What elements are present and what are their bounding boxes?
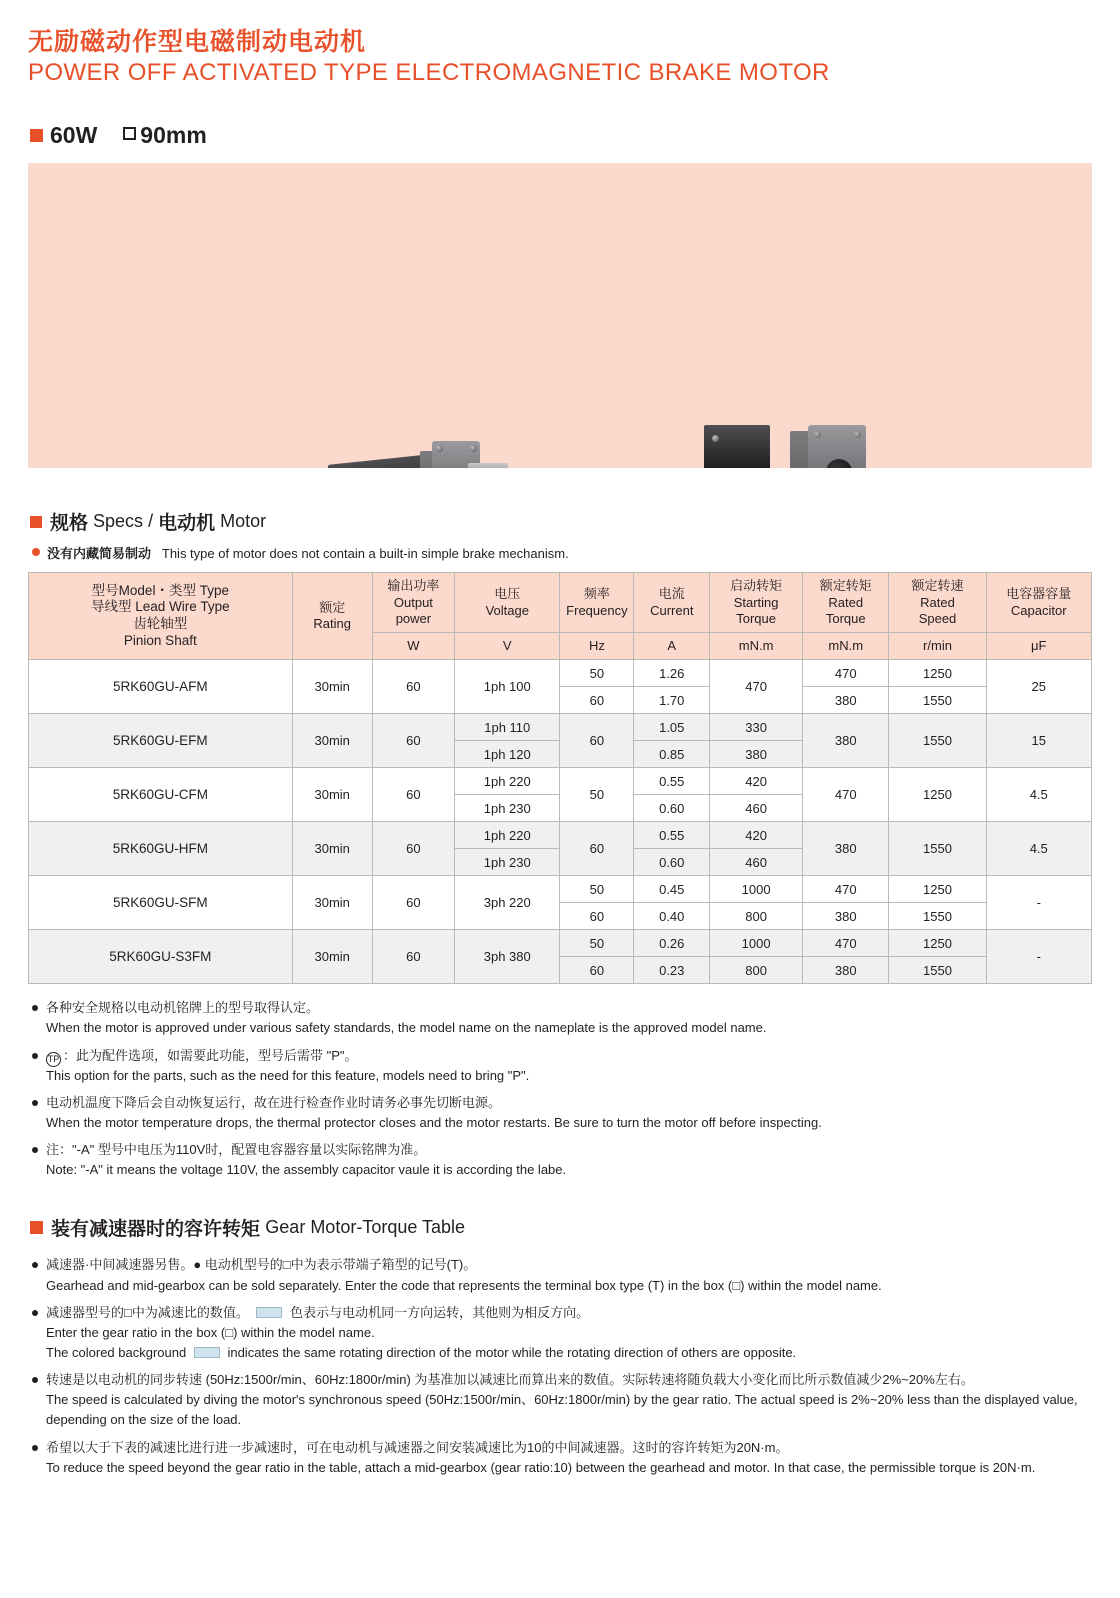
th-power: 输出功率 Output power (372, 573, 454, 633)
th-unit-power: W (372, 633, 454, 660)
cell-current: 1.70 (634, 687, 710, 714)
product-photo-band (28, 163, 1092, 468)
note-2-cn: TP ：此为配件选项，如需要此功能，型号后需带 "P"。 (46, 1046, 529, 1066)
cell-power: 60 (372, 768, 454, 822)
specs-section-header (30, 508, 1092, 535)
th-unit-current: A (634, 633, 710, 660)
th-unit-rated-speed: r/min (889, 633, 986, 660)
frame-size-label: 90mm (140, 122, 207, 149)
th-model: 型号Model・类型 Type 导线型 Lead Wire Type 齿轮轴型 Pinion Shaft (29, 573, 293, 660)
specs-head-en2: Motor (220, 511, 267, 532)
cell-model: 5RK60GU-CFM (29, 768, 293, 822)
cell-voltage: 1ph 230 (455, 795, 560, 822)
th-unit-starting-torque: mN.m (710, 633, 803, 660)
cell-current: 0.23 (634, 957, 710, 984)
cell-rated-torque: 470 (803, 876, 889, 903)
gear-torque-section-header (30, 1214, 1092, 1241)
note-item (28, 1093, 1092, 1133)
orange-square-icon (30, 129, 43, 142)
cell-voltage: 1ph 100 (455, 660, 560, 714)
cell-starting-torque: 800 (710, 903, 803, 930)
cell-frequency: 60 (560, 957, 634, 984)
cell-rated-torque: 380 (803, 957, 889, 984)
cell-starting-torque: 460 (710, 795, 803, 822)
cell-rated-speed: 1250 (889, 876, 986, 903)
bullet-dot-icon (32, 1377, 38, 1383)
specs-head-en: Specs (93, 511, 144, 532)
notes-list (28, 998, 1092, 1180)
gear-note-2-en-mid-pre: The colored background (46, 1345, 187, 1361)
gear-note-2-en-mid-post: indicates the same rotating direction of the motor while the rotating direction of others are opposite. (227, 1345, 797, 1361)
table-row (29, 768, 1092, 795)
wattage-label: 60W (50, 122, 98, 149)
cell-rated-speed: 1550 (889, 903, 986, 930)
gear-note-3-en: The speed is calculated by diving the motor's synchronous speed (50Hz:1500r/min、60Hz:1800r/min) by the gear ratio. The actual speed is 2%~20% less than the displayed value, depending on the size of the load. (46, 1392, 1078, 1428)
bullet-dot-icon (32, 1053, 38, 1059)
cell-rating: 30min (292, 660, 372, 714)
gear-head-en: Gear Motor-Torque Table (265, 1217, 466, 1238)
note-4-cn: 注："-A" 型号中电压为110V时，配置电容器容量以实际铭牌为准。 (46, 1142, 427, 1158)
cell-current: 0.85 (634, 741, 710, 768)
note-item (28, 1140, 1092, 1180)
cell-capacitor: - (986, 930, 1092, 984)
cell-rating: 30min (292, 822, 372, 876)
cell-current: 0.55 (634, 768, 710, 795)
table-row (29, 876, 1092, 903)
cell-rated-speed: 1550 (889, 687, 986, 714)
cell-power: 60 (372, 876, 454, 930)
cell-starting-torque: 1000 (710, 930, 803, 957)
cell-starting-torque: 460 (710, 849, 803, 876)
cell-rating: 30min (292, 876, 372, 930)
cell-rated-speed: 1550 (889, 822, 986, 876)
cell-rated-torque: 380 (803, 687, 889, 714)
cell-current: 0.60 (634, 849, 710, 876)
cell-rated-torque: 470 (803, 930, 889, 957)
color-swatch-icon (256, 1307, 282, 1318)
cell-rated-speed: 1550 (889, 714, 986, 768)
gear-note-item (28, 1303, 1092, 1363)
cell-rated-torque: 380 (803, 822, 889, 876)
cell-frequency: 60 (560, 822, 634, 876)
page-title-en: POWER OFF ACTIVATED TYPE ELECTROMAGNETIC BRAKE MOTOR (28, 58, 830, 86)
th-unit-capacitor: μF (986, 633, 1092, 660)
specs-head-separator: / (148, 511, 154, 532)
th-current: 电流 Current (634, 573, 710, 633)
cell-current: 0.26 (634, 930, 710, 957)
cell-starting-torque: 380 (710, 741, 803, 768)
cell-rated-torque: 470 (803, 660, 889, 687)
cell-current: 0.45 (634, 876, 710, 903)
cell-capacitor: 15 (986, 714, 1092, 768)
note-1-en: When the motor is approved under various safety standards, the model name on the nameplate is the approved model name. (46, 1020, 767, 1036)
cell-frequency: 60 (560, 903, 634, 930)
th-starting-torque: 启动转矩 Starting Torque (710, 573, 803, 633)
th-frequency: 频率 Frequency (560, 573, 634, 633)
square-frame-icon (123, 127, 136, 140)
note-3-cn: 电动机温度下降后会自动恢复运行，故在进行检查作业时请务必事先切断电源。 (46, 1094, 502, 1110)
cell-rated-speed: 1250 (889, 768, 986, 822)
bullet-dot-icon (32, 1445, 38, 1451)
gear-note-1-en: Gearhead and mid-gearbox can be sold separately. Enter the code that represents the terminal box type (T) in the box (□) within the model name. (46, 1277, 882, 1293)
cell-frequency: 50 (560, 930, 634, 957)
cell-capacitor: 4.5 (986, 822, 1092, 876)
specs-note (32, 543, 1092, 562)
specs-head-cn2: 电动机 (158, 513, 216, 535)
gear-note-1-cn: 减速器·中间减速器另售。● 电动机型号的□中为表示带端子箱型的记号(T)。 (46, 1257, 477, 1273)
cell-frequency: 60 (560, 687, 634, 714)
cell-power: 60 (372, 714, 454, 768)
gear-note-2-cn-pre: 减速器型号的□中为减速比的数值。 (46, 1304, 249, 1320)
cell-frequency: 60 (560, 714, 634, 768)
table-row (29, 822, 1092, 849)
specs-note-cn: 没有内藏简易制动 (47, 546, 152, 562)
bullet-dot-icon (32, 1262, 38, 1268)
bullet-dot-icon (32, 1310, 38, 1316)
th-rating: 额定 Rating (292, 573, 372, 660)
cell-rated-torque: 380 (803, 903, 889, 930)
cell-starting-torque: 420 (710, 768, 803, 795)
cell-starting-torque: 800 (710, 957, 803, 984)
cell-capacitor: 4.5 (986, 768, 1092, 822)
cell-model: 5RK60GU-AFM (29, 660, 293, 714)
gear-note-4-cn: 希望以大于下表的减速比进行进一步减速时，可在电动机与减速器之间安装减速比为10的中间减速器。这时的容许转矩为20N·m。 (46, 1439, 789, 1455)
note-2-en: This option for the parts, such as the need for this feature, models need to bring "P". (46, 1067, 530, 1083)
cell-rated-torque: 470 (803, 768, 889, 822)
note-3-en: When the motor temperature drops, the thermal protector closes and the motor restarts. Be sure to turn the motor off before inspecting. (46, 1115, 822, 1131)
table-header (29, 573, 1092, 660)
cell-voltage: 1ph 220 (455, 768, 560, 795)
cell-frequency: 50 (560, 876, 634, 903)
gear-note-3-cn: 转速是以电动机的同步转速 (50Hz:1500r/min、60Hz:1800r/min) 为基准加以减速比而算出来的数值。实际转速将随负载大小变化而比所示数值减少2%~20%左右。 (46, 1372, 974, 1388)
cell-voltage: 3ph 380 (455, 930, 560, 984)
cell-voltage: 1ph 220 (455, 822, 560, 849)
cell-starting-torque: 420 (710, 822, 803, 849)
cell-rating: 30min (292, 714, 372, 768)
specifications-table (28, 572, 1092, 984)
th-rated-speed: 额定转速 Rated Speed (889, 573, 986, 633)
cell-model: 5RK60GU-EFM (29, 714, 293, 768)
gear-head-cn: 装有减速器时的容许转矩 (51, 1219, 261, 1241)
cell-current: 0.40 (634, 903, 710, 930)
gear-note-2-cn-post: 色表示与电动机同一方向运转，其他则为相反方向。 (290, 1304, 590, 1320)
note-1-cn: 各种安全规格以电动机铭牌上的型号取得认定。 (46, 1000, 320, 1016)
table-row (29, 930, 1092, 957)
th-unit-frequency: Hz (560, 633, 634, 660)
page-header (28, 28, 1092, 86)
note-item (28, 1046, 1092, 1086)
gear-notes-list (28, 1255, 1092, 1477)
cell-current: 1.26 (634, 660, 710, 687)
cell-power: 60 (372, 930, 454, 984)
cell-voltage: 1ph 110 (455, 714, 560, 741)
cell-starting-torque: 470 (710, 660, 803, 714)
bullet-dot-icon (32, 1147, 38, 1153)
cell-starting-torque: 1000 (710, 876, 803, 903)
cell-current: 0.55 (634, 822, 710, 849)
specs-head-cn: 规格 (50, 513, 89, 535)
gear-note-item (28, 1370, 1092, 1430)
table-body (29, 660, 1092, 984)
orange-square-icon (30, 516, 42, 528)
specs-note-en: This type of motor does not contain a built-in simple brake mechanism. (161, 546, 569, 562)
cell-frequency: 50 (560, 768, 634, 822)
orange-square-icon (30, 1221, 43, 1234)
cell-model: 5RK60GU-HFM (29, 822, 293, 876)
cell-rated-torque: 380 (803, 714, 889, 768)
table-row (29, 714, 1092, 741)
cell-current: 1.05 (634, 714, 710, 741)
cell-model: 5RK60GU-SFM (29, 876, 293, 930)
table-row (29, 660, 1092, 687)
note-4-en: Note: "-A" it means the voltage 110V, the assembly capacitor vaule it is according the labe. (46, 1162, 567, 1178)
gear-note-2-en-pre: Enter the gear ratio in the box (□) within the model name. (46, 1324, 375, 1340)
cell-rated-speed: 1250 (889, 930, 986, 957)
color-swatch-icon (194, 1347, 220, 1358)
cell-rating: 30min (292, 768, 372, 822)
cell-capacitor: 25 (986, 660, 1092, 714)
th-rated-torque: 额定转矩 Rated Torque (803, 573, 889, 633)
bullet-dot-icon (32, 1005, 38, 1011)
gear-note-item (28, 1255, 1092, 1295)
thermal-protector-icon: TP (46, 1052, 61, 1067)
bullet-dot-icon (32, 1100, 38, 1106)
th-unit-rated-torque: mN.m (803, 633, 889, 660)
cell-capacitor: - (986, 876, 1092, 930)
cell-model: 5RK60GU-S3FM (29, 930, 293, 984)
page-title-cn: 无励磁动作型电磁制动电动机 (28, 28, 367, 56)
gear-note-4-en: To reduce the speed beyond the gear ratio in the table, attach a mid-gearbox (gear ratio:10) between the gearhead and motor. In that case, the permissible torque is 20N·m. (46, 1459, 1036, 1475)
th-voltage: 电压 Voltage (455, 573, 560, 633)
cell-rating: 30min (292, 930, 372, 984)
size-line (30, 122, 1092, 149)
cell-power: 60 (372, 660, 454, 714)
cell-power: 60 (372, 822, 454, 876)
th-capacitor: 电容器容量 Capacitor (986, 573, 1092, 633)
cell-voltage: 1ph 120 (455, 741, 560, 768)
orange-dot-icon (32, 548, 40, 556)
note-item (28, 998, 1092, 1038)
cell-starting-torque: 330 (710, 714, 803, 741)
cell-rated-speed: 1550 (889, 957, 986, 984)
cell-frequency: 50 (560, 660, 634, 687)
gear-note-item (28, 1438, 1092, 1478)
cell-voltage: 1ph 230 (455, 849, 560, 876)
th-unit-voltage: V (455, 633, 560, 660)
cell-voltage: 3ph 220 (455, 876, 560, 930)
cell-rated-speed: 1250 (889, 660, 986, 687)
cell-current: 0.60 (634, 795, 710, 822)
